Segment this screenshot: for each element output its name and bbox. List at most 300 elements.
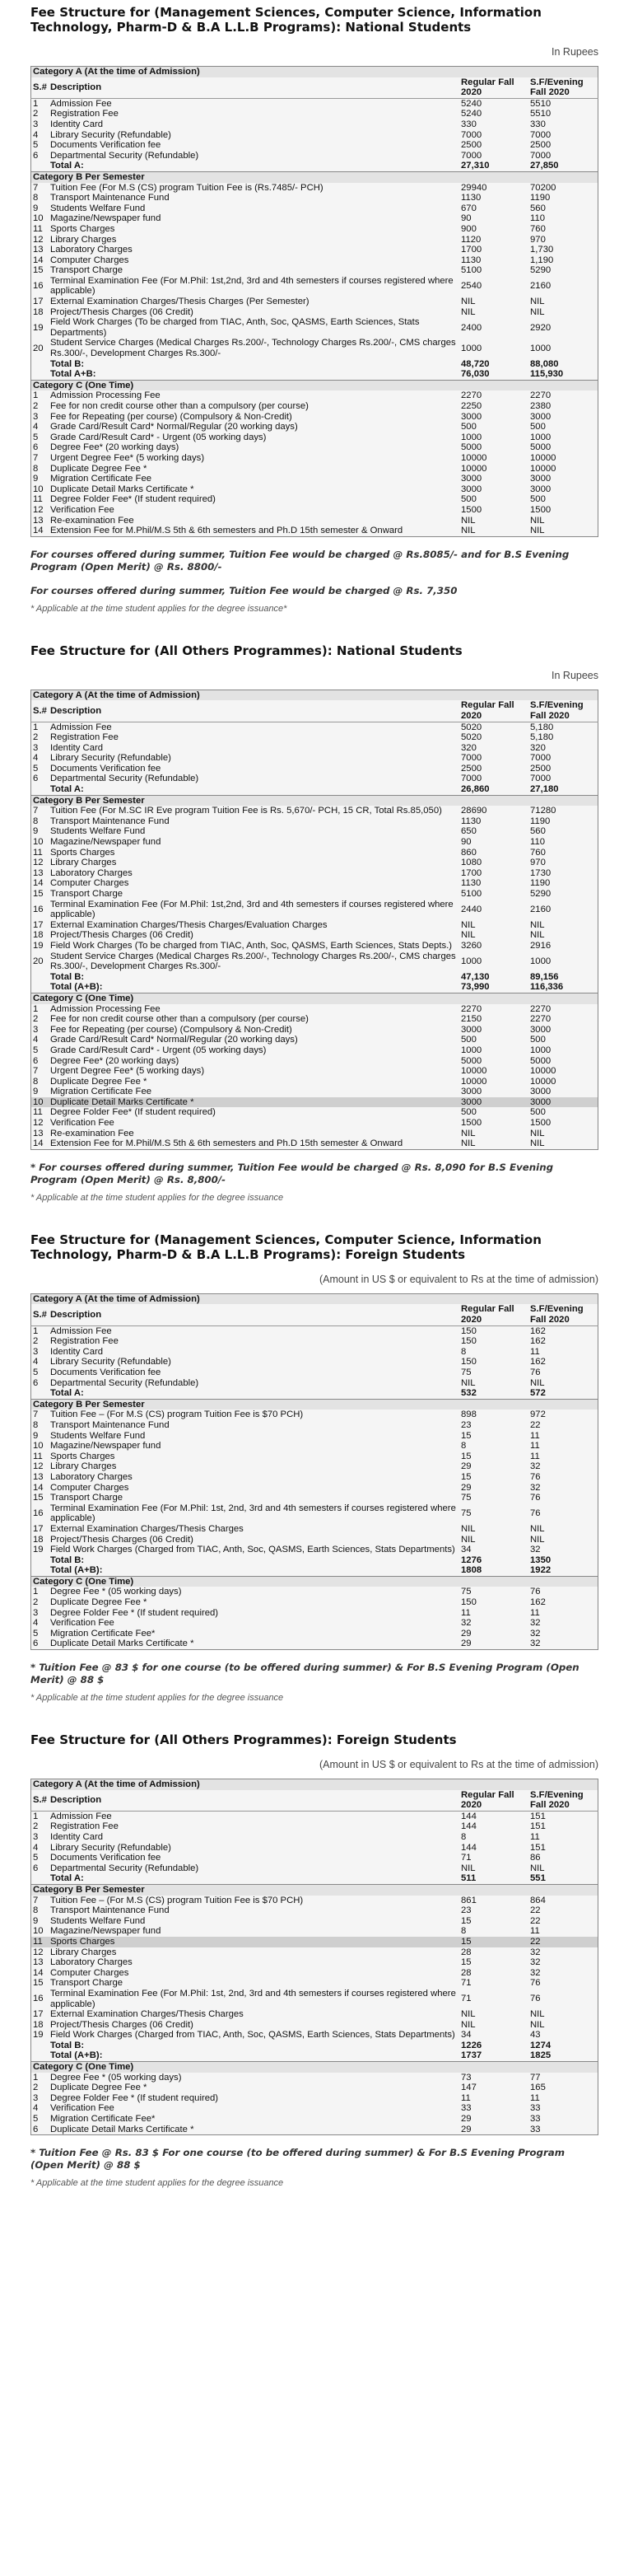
total-evening: 27,850 — [530, 161, 559, 171]
total-regular: 1276 — [461, 1554, 482, 1565]
row-number: 12 — [33, 1461, 44, 1472]
evening-fee: 1500 — [530, 504, 552, 515]
evening-fee: 71280 — [530, 806, 556, 816]
fee-row — [31, 1431, 598, 1442]
total-regular: 1808 — [461, 1565, 482, 1576]
fee-description: Re-examination Fee — [49, 1128, 134, 1138]
evening-fee: 500 — [530, 494, 546, 505]
fee-row — [31, 1452, 598, 1462]
section-spacer — [30, 614, 598, 625]
evening-fee: 33 — [530, 2124, 541, 2134]
summer-note: For courses offered during summer, Tuition Fee would be charged @ Rs.8085/- and for B.S Evening Program (Open Merit) @ Rs. 8800/- — [30, 548, 570, 573]
fee-row — [31, 806, 598, 816]
evening-fee: 32 — [530, 1545, 541, 1555]
applicable-note: * Applicable at the time student applies for the degree issuance — [30, 1693, 284, 1704]
total-row — [31, 1565, 598, 1576]
evening-fee: 2500 — [530, 763, 552, 774]
fee-row — [31, 2073, 598, 2083]
fee-row — [31, 1129, 598, 1139]
row-number: 13 — [33, 867, 44, 878]
fee-description: Transport Charge — [49, 889, 123, 899]
fee-description: Identity Card — [49, 119, 104, 129]
regular-fee: NIL — [461, 930, 476, 941]
fee-description: Duplicate Detail Marks Certificate * — [49, 484, 194, 494]
summer-note: * Tuition Fee @ 83 $ for one course (to be offered during summer) & For B.S Evening Program (Open Merit) @ 88 $ — [30, 1662, 579, 1686]
regular-fee: 10000 — [461, 1066, 487, 1077]
regular-fee: 3000 — [461, 1087, 482, 1097]
regular-fee: 1080 — [461, 858, 482, 868]
evening-fee: 1730 — [530, 867, 552, 878]
total-label: Total B: — [49, 358, 85, 369]
regular-fee: 1000 — [461, 432, 482, 442]
row-number: 2 — [33, 1597, 39, 1608]
fee-row — [31, 464, 598, 475]
total-regular: 48,720 — [461, 358, 490, 369]
total-regular: 47,130 — [461, 971, 490, 982]
fee-row — [31, 1947, 598, 1958]
evening-fee: 11 — [530, 1430, 540, 1441]
regular-fee: 860 — [461, 847, 477, 858]
fee-row — [31, 130, 598, 141]
evening-fee: 22 — [530, 1905, 541, 1916]
evening-fee: 162 — [530, 1336, 546, 1347]
fee-row — [31, 193, 598, 203]
row-number: 1 — [33, 98, 39, 109]
evening-fee: 165 — [530, 2083, 546, 2093]
fee-description: Degree Fee * (05 working days) — [49, 2072, 182, 2083]
row-number: 3 — [33, 1346, 39, 1357]
fee-description: Terminal Examination Fee (For M.Phil: 1st,2nd, 3rd and 4th semesters if courses registered where applicable) — [49, 899, 454, 920]
evening-fee: NIL — [530, 306, 545, 317]
regular-fee: 3000 — [461, 1024, 482, 1035]
row-number: 6 — [33, 1055, 39, 1066]
fee-description: Student Service Charges (Medical Charges Rs.200/-, Technology Charges Rs.200/-, CMS charges Rs.300/-, Development Charges Rs.300/- — [49, 951, 456, 972]
row-number: 15 — [33, 1978, 44, 1989]
evening-fee: 32 — [530, 1461, 541, 1472]
regular-fee: 3000 — [461, 484, 482, 494]
evening-fee: 3000 — [530, 1087, 552, 1097]
regular-fee: 2270 — [461, 390, 482, 401]
regular-fee: 71 — [461, 1853, 472, 1863]
evening-fee: 10000 — [530, 463, 556, 474]
fee-row — [31, 816, 598, 827]
regular-fee: 1000 — [461, 1045, 482, 1055]
fee-table — [30, 66, 598, 537]
fee-description: Field Work Charges (To be charged from TIAC, Anth, Soc, QASMS, Earth Sciences, Stats Departments) — [49, 317, 420, 338]
evening-fee: 5,180 — [530, 732, 554, 743]
total-label: Total A: — [49, 784, 84, 795]
fee-description: Magazine/Newspaper fund — [49, 213, 161, 224]
total-evening: 115,930 — [530, 369, 564, 380]
row-number: 4 — [33, 1618, 39, 1629]
regular-fee: 500 — [461, 422, 477, 432]
fee-row — [31, 1629, 598, 1639]
fee-description: Laboratory Charges — [49, 1957, 133, 1968]
regular-fee: NIL — [461, 1863, 476, 1873]
regular-fee: 3260 — [461, 940, 482, 951]
regular-fee: 2150 — [461, 1014, 482, 1025]
column-header: S.# — [31, 1790, 49, 1812]
row-number: 3 — [33, 1607, 39, 1618]
evening-fee: 22 — [530, 1419, 541, 1430]
section-title: Fee Structure for (All Others Programmes): Foreign Students — [30, 1732, 457, 1748]
fee-row — [31, 1916, 598, 1927]
total-row — [31, 359, 598, 370]
fee-description: Fee for Repeating (per course) (Compulsory & Non-Credit) — [49, 411, 292, 422]
fee-description: Magazine/Newspaper fund — [49, 1441, 161, 1452]
evening-fee: 2160 — [530, 281, 552, 292]
row-number: 9 — [33, 474, 39, 484]
row-number: 18 — [33, 2019, 44, 2030]
evening-fee: 76 — [530, 1508, 541, 1519]
total-evening: 551 — [530, 1873, 546, 1884]
regular-fee: 144 — [461, 1811, 477, 1821]
fee-row — [31, 1926, 598, 1937]
evening-fee: 970 — [530, 858, 546, 868]
evening-fee: 162 — [530, 1597, 546, 1608]
fee-description: Tuition Fee – (For M.S (CS) program Tuition Fee is $70 PCH) — [49, 1895, 304, 1905]
fee-row — [31, 1524, 598, 1535]
fee-row — [31, 1587, 598, 1597]
row-number: 10 — [33, 484, 44, 494]
fee-description: Registration Fee — [49, 1336, 119, 1347]
fee-description: Computer Charges — [49, 878, 129, 889]
fee-row — [31, 1843, 598, 1854]
evening-fee: 11 — [530, 1832, 540, 1842]
regular-fee: 1130 — [461, 193, 482, 203]
row-number: 5 — [33, 432, 39, 442]
fee-row — [31, 297, 598, 307]
fee-row — [31, 1483, 598, 1494]
regular-fee: 1000 — [461, 956, 482, 966]
evening-fee: 7000 — [530, 150, 552, 161]
fee-row — [31, 1138, 598, 1149]
fee-section — [30, 643, 598, 1214]
fee-description: Degree Fee* (20 working days) — [49, 442, 179, 453]
row-number: 6 — [33, 774, 39, 784]
regular-fee: 10000 — [461, 463, 487, 474]
fee-row — [31, 109, 598, 119]
regular-fee: 29 — [461, 1628, 472, 1639]
fee-row — [31, 848, 598, 858]
column-header: Regular Fall 2020 — [459, 700, 528, 722]
regular-fee: 75 — [461, 1508, 472, 1519]
fee-row — [31, 338, 598, 358]
category-header — [31, 795, 598, 806]
fee-row — [31, 484, 598, 495]
evening-fee: 1190 — [530, 193, 551, 203]
fee-row — [31, 98, 598, 109]
total-spacer — [31, 982, 49, 993]
fee-description: Urgent Degree Fee* (5 working days) — [49, 452, 205, 463]
row-number: 5 — [33, 140, 39, 151]
column-header: S.# — [31, 77, 49, 99]
fee-row — [31, 1045, 598, 1056]
row-number: 20 — [33, 343, 44, 353]
fee-row — [31, 837, 598, 848]
regular-fee: 1700 — [461, 245, 482, 255]
regular-fee: 2270 — [461, 1003, 482, 1014]
fee-row — [31, 858, 598, 868]
regular-fee: 15 — [461, 1471, 472, 1482]
regular-fee: 150 — [461, 1357, 477, 1367]
row-number: 14 — [33, 878, 44, 889]
column-header: Regular Fall 2020 — [459, 1304, 528, 1325]
total-evening: 89,156 — [530, 971, 559, 982]
regular-fee: 75 — [461, 1493, 472, 1503]
fee-row — [31, 1087, 598, 1097]
row-number: 2 — [33, 1336, 39, 1347]
evening-fee: 22 — [530, 1915, 541, 1926]
fee-row — [31, 1978, 598, 1989]
column-header: Regular Fall 2020 — [459, 77, 528, 99]
fee-description: Migration Certificate Fee — [49, 474, 152, 484]
evening-fee: 11 — [530, 1346, 540, 1357]
fee-row — [31, 920, 598, 931]
regular-fee: 5020 — [461, 722, 482, 732]
regular-fee: 3000 — [461, 411, 482, 422]
currency-unit: (Amount in US $ or equivalent to Rs at the time of admission) — [319, 1759, 598, 1771]
regular-fee: 90 — [461, 837, 472, 848]
category-header — [31, 1884, 598, 1895]
fee-description: Extension Fee for M.Phil/M.S 5th & 6th semesters and Ph.D 15th semester & Onward — [49, 1138, 403, 1149]
fee-description: Computer Charges — [49, 1482, 129, 1493]
row-number: 3 — [33, 1024, 39, 1035]
row-number: 4 — [33, 753, 39, 764]
evening-fee: 11 — [530, 2092, 540, 2103]
row-number: 5 — [33, 2114, 39, 2125]
fee-description: Sports Charges — [49, 1451, 115, 1461]
regular-fee: 15 — [459, 1937, 528, 1947]
regular-fee: 28 — [461, 1947, 472, 1957]
fee-row — [31, 1896, 598, 1906]
regular-fee: NIL — [461, 297, 476, 307]
row-number: 5 — [33, 1367, 39, 1377]
regular-fee: 2400 — [461, 322, 482, 333]
fee-description: Students Welfare Fund — [49, 826, 146, 837]
fee-description: Documents Verification fee — [49, 140, 161, 151]
evening-fee: 32 — [530, 1967, 541, 1978]
fee-description: Transport Maintenance Fund — [49, 1905, 170, 1916]
fee-description: Admission Fee — [49, 1811, 112, 1821]
regular-fee: 23 — [461, 1905, 472, 1916]
row-number: 2 — [33, 401, 39, 411]
regular-fee: NIL — [461, 1534, 476, 1545]
evening-fee: NIL — [530, 1523, 545, 1534]
fee-row — [31, 140, 598, 151]
fee-description: Migration Certificate Fee — [49, 1087, 152, 1097]
row-number: 19 — [33, 2030, 44, 2041]
row-number: 2 — [33, 1821, 39, 1832]
summer-note: For courses offered during summer, Tuition Fee would be charged @ Rs. 7,350 — [30, 584, 458, 596]
fee-row — [31, 1347, 598, 1358]
total-row — [31, 972, 598, 983]
row-number: 8 — [33, 463, 39, 474]
regular-fee: 670 — [461, 203, 477, 213]
fee-description: Terminal Examination Fee (For M.Phil: 1st, 2nd, 3rd and 4th semesters if courses registered where applicable) — [49, 1988, 456, 2009]
category-header — [31, 171, 598, 182]
fee-description: Registration Fee — [49, 732, 119, 743]
evening-fee: 1500 — [530, 1118, 552, 1129]
evening-fee: 151 — [530, 1821, 546, 1832]
regular-fee: 5020 — [461, 732, 482, 743]
fee-row — [31, 2125, 598, 2135]
fee-description: Documents Verification fee — [49, 1853, 161, 1863]
evening-fee: NIL — [530, 2009, 545, 2020]
evening-fee: 162 — [530, 1325, 546, 1336]
row-number: 10 — [33, 1926, 44, 1937]
evening-fee: 76 — [530, 1587, 541, 1597]
total-row — [31, 161, 598, 171]
fee-row — [31, 422, 598, 432]
column-header: Regular Fall 2020 — [459, 1790, 528, 1812]
regular-fee: 2440 — [461, 904, 482, 914]
fee-description: Library Security (Refundable) — [49, 753, 171, 764]
total-label: Total (A+B): — [49, 1565, 103, 1576]
fee-row — [31, 1957, 598, 1968]
evening-fee: NIL — [530, 1863, 545, 1873]
fee-description: Degree Folder Fee* (If student required) — [49, 1107, 216, 1118]
fee-description: Field Work Charges (Charged from TIAC, Anth, Soc, QASMS, Earth Sciences, Stats Departments) — [49, 2030, 455, 2041]
fee-row — [31, 1107, 598, 1118]
row-number: 8 — [33, 1905, 39, 1916]
row-number: 4 — [33, 129, 39, 140]
column-header-row — [31, 700, 598, 722]
evening-fee: 43 — [530, 2030, 541, 2041]
fee-description: Library Security (Refundable) — [49, 1357, 171, 1367]
row-number: 17 — [33, 1523, 44, 1534]
evening-fee: 1000 — [530, 432, 552, 442]
category-header — [31, 1293, 598, 1304]
row-number: 12 — [33, 234, 44, 245]
row-number: 1 — [33, 1587, 39, 1597]
total-row — [31, 2041, 598, 2051]
row-number: 1 — [33, 1325, 39, 1336]
regular-fee: 29 — [461, 2114, 472, 2125]
fee-row — [31, 474, 598, 484]
row-number: 15 — [33, 265, 44, 276]
fee-row — [31, 432, 598, 443]
fee-row — [31, 1472, 598, 1483]
fee-row — [31, 2114, 598, 2125]
regular-fee: 33 — [461, 2103, 472, 2114]
evening-fee: 2500 — [530, 140, 552, 151]
row-number: 16 — [33, 904, 44, 914]
category-title: Category C (One Time) — [31, 2062, 598, 2073]
fee-description: Duplicate Degree Fee * — [49, 1076, 147, 1087]
fee-row — [31, 826, 598, 837]
fee-description: Fee for non credit course other than a compulsory (per course) — [49, 1014, 309, 1025]
regular-fee: 150 — [461, 1336, 477, 1347]
fee-description: Grade Card/Result Card* - Urgent (05 working days) — [49, 1045, 267, 1055]
fee-description: Sports Charges — [49, 1937, 459, 1947]
fee-row — [31, 1035, 598, 1045]
regular-fee: 7000 — [461, 129, 482, 140]
regular-fee: 2540 — [461, 281, 482, 292]
fee-description: Documents Verification fee — [49, 1367, 161, 1377]
fee-description: Admission Fee — [49, 722, 112, 732]
fee-description: Urgent Degree Fee* (5 working days) — [49, 1066, 205, 1077]
evening-fee: 560 — [530, 203, 546, 213]
fee-row — [31, 2083, 598, 2093]
row-number: 1 — [33, 1811, 39, 1821]
total-row — [31, 784, 598, 795]
fee-row — [31, 1077, 598, 1087]
fee-row — [31, 516, 598, 526]
row-number: 14 — [33, 255, 44, 265]
evening-fee: 2270 — [530, 390, 552, 401]
total-spacer — [31, 972, 49, 983]
regular-fee: 500 — [461, 1035, 477, 1045]
evening-fee: NIL — [530, 1138, 545, 1149]
regular-fee: 1700 — [461, 867, 482, 878]
row-number: 14 — [33, 526, 44, 536]
fee-table — [30, 690, 598, 1150]
evening-fee: 864 — [530, 1895, 546, 1905]
evening-fee: 5290 — [530, 889, 552, 899]
fee-description: External Examination Charges/Thesis Charges — [49, 2009, 244, 2020]
fee-row — [31, 183, 598, 194]
row-number: 3 — [33, 742, 39, 753]
regular-fee: 8 — [461, 1346, 467, 1357]
currency-unit: In Rupees — [552, 669, 598, 681]
row-number: 9 — [33, 1087, 39, 1097]
fee-section — [30, 5, 598, 625]
regular-fee: 144 — [461, 1842, 477, 1853]
fee-description: Library Charges — [49, 1461, 117, 1472]
fee-description: Laboratory Charges — [49, 1471, 133, 1482]
row-number: 7 — [33, 452, 39, 463]
fee-description: Verification Fee — [49, 504, 114, 515]
evening-fee: 110 — [530, 213, 546, 224]
evening-fee: 2380 — [530, 401, 552, 411]
evening-fee: 500 — [530, 1107, 546, 1118]
column-header: S.F/Evening Fall 2020 — [528, 77, 598, 99]
fee-description: Extension Fee for M.Phil/M.S 5th & 6th semesters and Ph.D 15th semester & Onward — [49, 526, 403, 536]
evening-fee: 2920 — [530, 322, 552, 333]
row-number: 8 — [33, 193, 39, 203]
fee-row — [31, 203, 598, 214]
fee-row — [31, 878, 598, 889]
evening-fee: 32 — [530, 1947, 541, 1957]
category-title: Category C (One Time) — [31, 993, 598, 1003]
row-number: 16 — [33, 281, 44, 292]
evening-fee: 33 — [530, 2103, 541, 2114]
total-row — [31, 1873, 598, 1884]
row-number: 10 — [33, 213, 44, 224]
evening-fee: 77 — [530, 2072, 541, 2083]
fee-row — [31, 317, 598, 338]
fee-description: Duplicate Degree Fee * — [49, 1597, 147, 1608]
regular-fee: 11 — [461, 1607, 471, 1618]
fee-description: Admission Processing Fee — [49, 1003, 161, 1014]
fee-row — [31, 442, 598, 453]
regular-fee: NIL — [461, 306, 476, 317]
currency-unit: (Amount in US $ or equivalent to Rs at the time of admission) — [319, 1273, 598, 1285]
total-spacer — [31, 161, 49, 171]
evening-fee: 76 — [530, 1493, 541, 1503]
total-regular: 511 — [461, 1873, 477, 1884]
row-number: 4 — [33, 2103, 39, 2114]
fee-description: Migration Certificate Fee* — [49, 1628, 156, 1639]
regular-fee: 3000 — [459, 1097, 528, 1108]
regular-fee: 8 — [461, 1832, 467, 1842]
row-number: 12 — [33, 504, 44, 515]
category-title: Category C (One Time) — [31, 1576, 598, 1587]
total-row — [31, 1555, 598, 1566]
fee-row — [31, 1410, 598, 1420]
regular-fee: 15 — [461, 1957, 472, 1968]
